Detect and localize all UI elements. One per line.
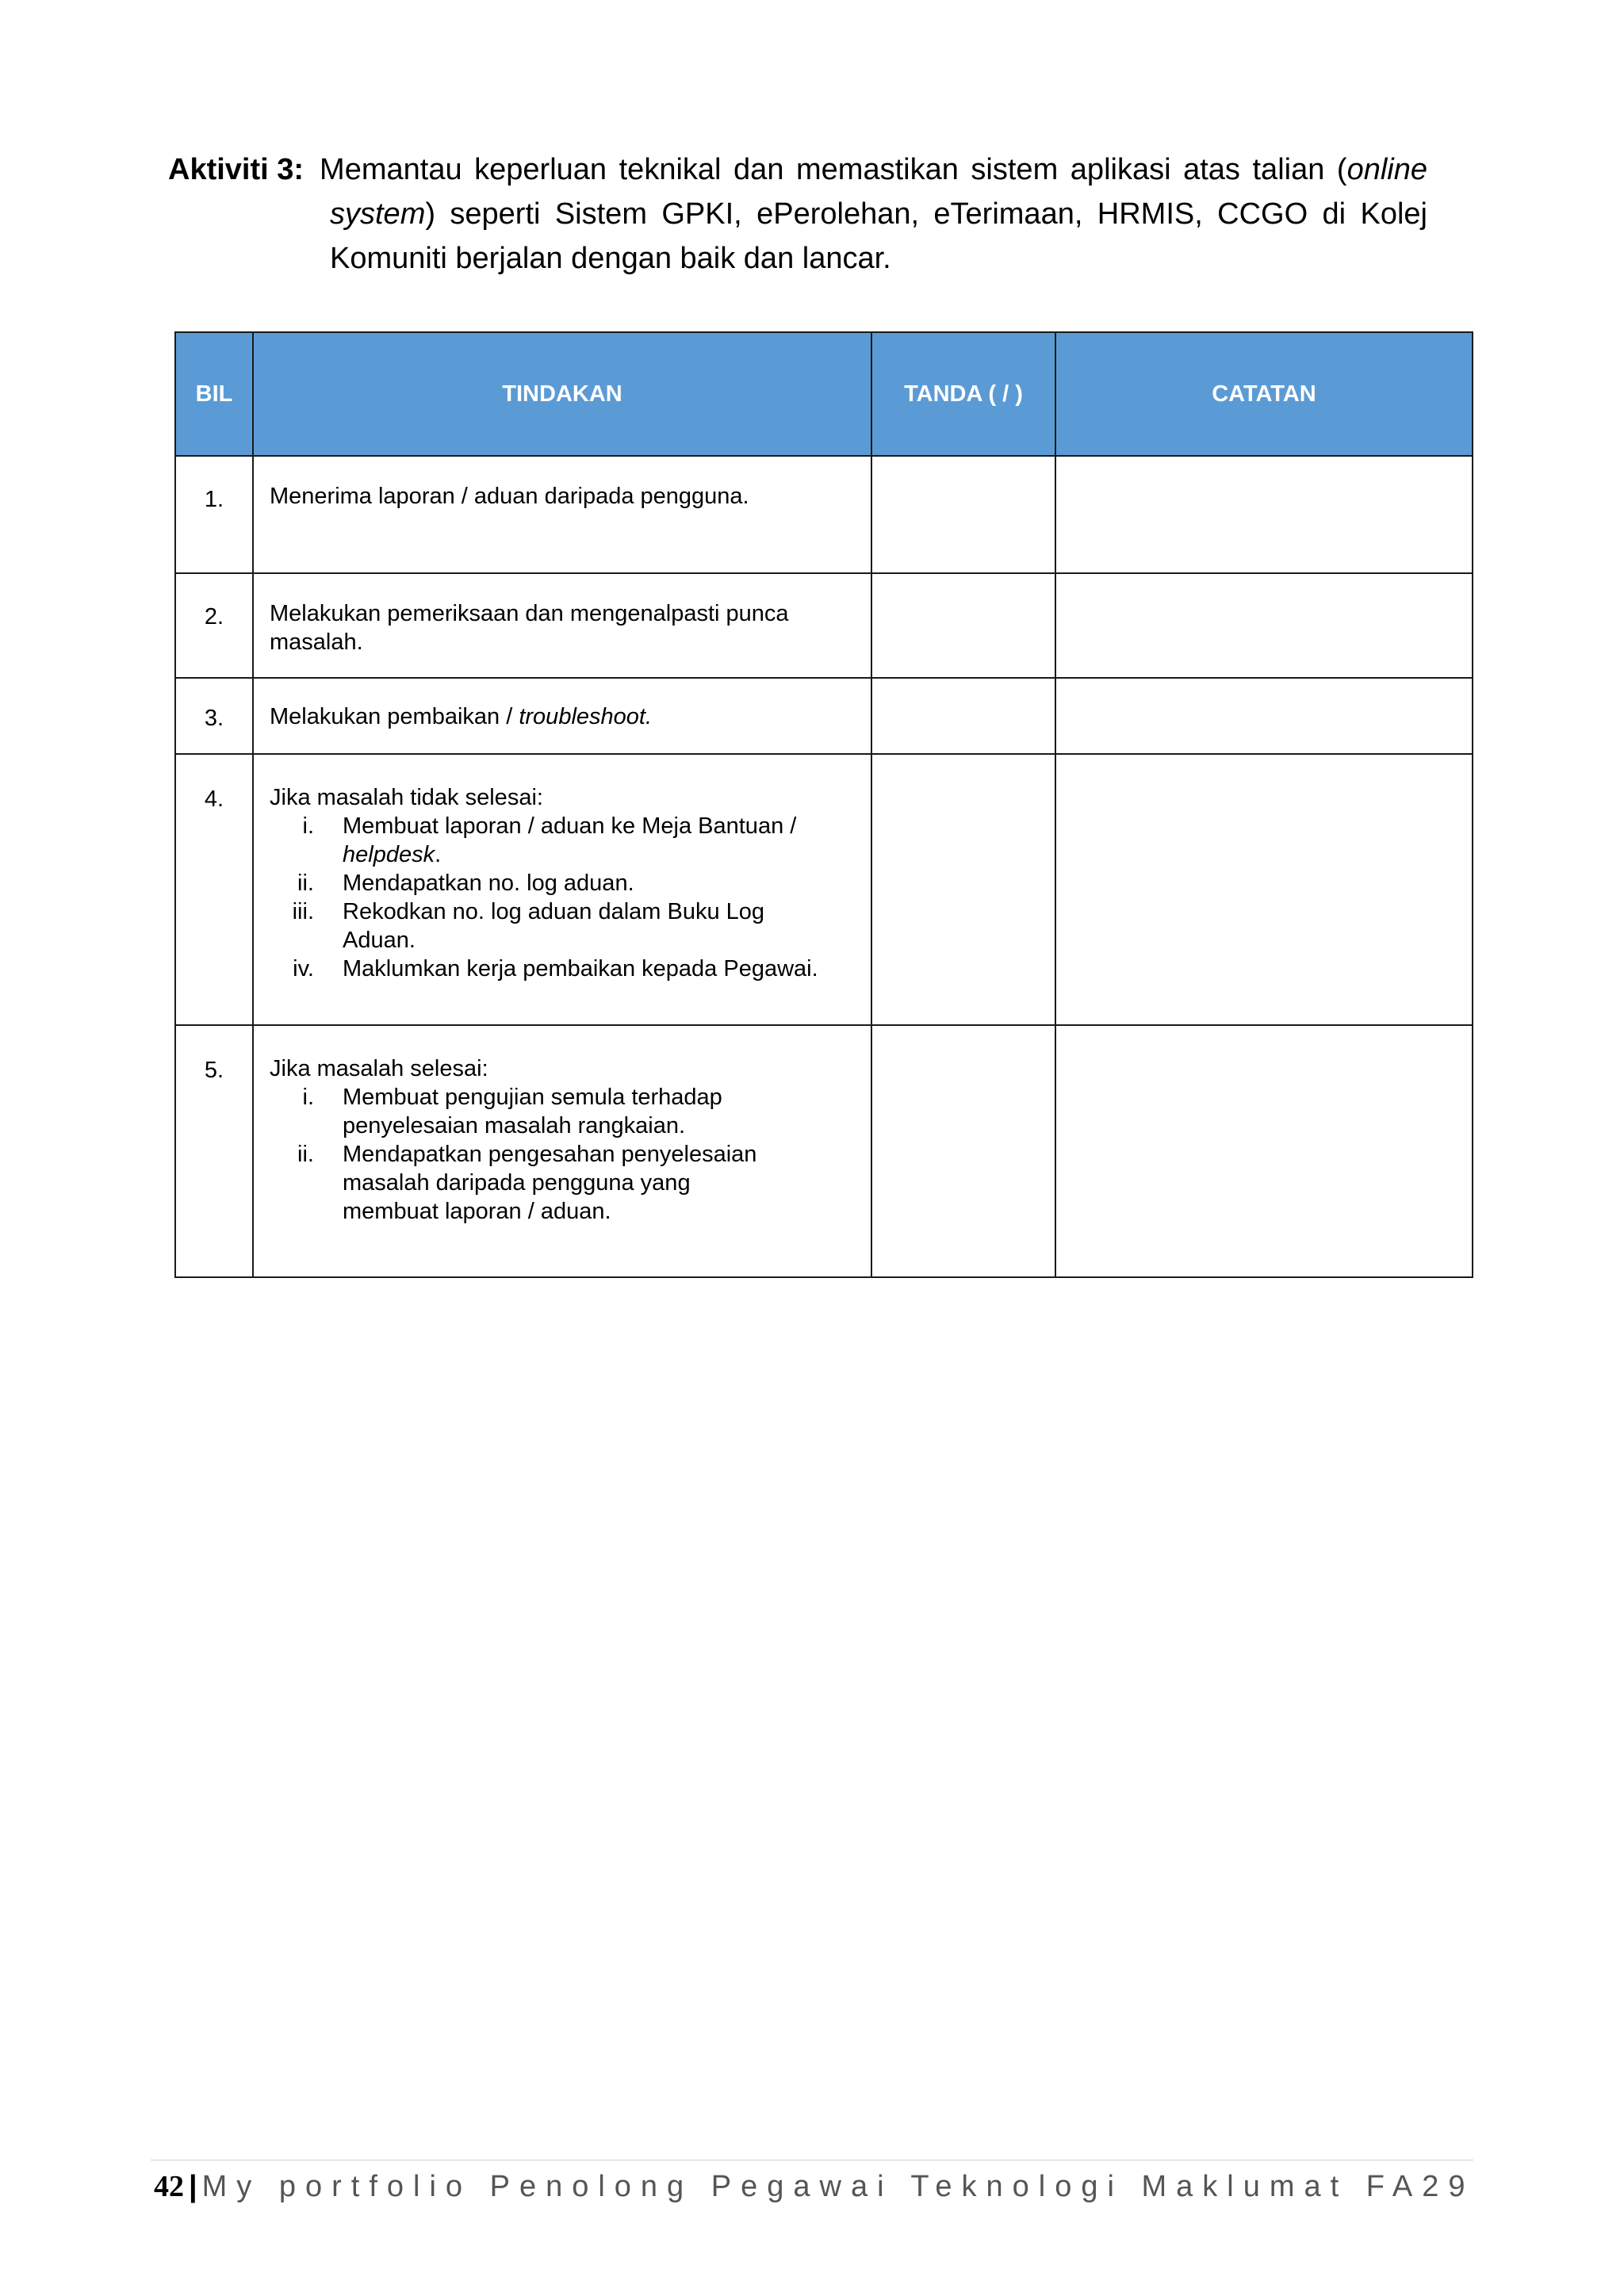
list-item: iii. Rekodkan no. log aduan dalam Buku Log Aduan.: [292, 899, 765, 953]
tanda-cell[interactable]: [871, 573, 1055, 678]
tanda-cell[interactable]: [871, 1025, 1055, 1277]
header-catatan: CATATAN: [1055, 332, 1473, 456]
activity-description-line2: system) seperti Sistem GPKI, ePerolehan, eTerimaan, HRMIS, CCGO di Kolej: [330, 197, 1427, 231]
activity-description-line1: Memantau keperluan teknikal dan memastikan sistem aplikasi atas talian (online: [320, 153, 1427, 186]
row-action: Melakukan pemeriksaan dan mengenalpasti punca masalah.: [253, 573, 871, 678]
page-footer: [154, 2169, 1475, 2204]
list-item: i. Membuat pengujian semula terhadap penyelesaian masalah rangkaian.: [302, 1085, 722, 1138]
list-item: i. Membuat laporan / aduan ke Meja Bantuan / helpdesk.: [302, 813, 797, 867]
activity-label: Aktiviti 3:: [168, 153, 304, 186]
catatan-cell[interactable]: [1055, 573, 1473, 678]
sub-list: [270, 1083, 855, 1226]
table-row: [175, 754, 1473, 1025]
footer-separator: |: [189, 2170, 197, 2203]
list-item: iv. Maklumkan kerja pembaikan kepada Pegawai.: [293, 956, 818, 982]
row-action: Melakukan pembaikan / troubleshoot.: [253, 678, 871, 754]
row-number: 1.: [175, 456, 253, 573]
activity-checklist-table: [174, 331, 1473, 1278]
activity-intro: [168, 147, 1427, 281]
table-row: [175, 1025, 1473, 1277]
catatan-cell[interactable]: [1055, 456, 1473, 573]
row-number: 4.: [175, 754, 253, 1025]
tanda-cell[interactable]: [871, 754, 1055, 1025]
catatan-cell[interactable]: [1055, 1025, 1473, 1277]
sub-list: [270, 812, 855, 983]
catatan-cell[interactable]: [1055, 678, 1473, 754]
row-number: 3.: [175, 678, 253, 754]
table-row: [175, 678, 1473, 754]
list-item: ii. Mendapatkan no. log aduan.: [297, 871, 634, 896]
table-header-row: [175, 332, 1473, 456]
header-tanda: TANDA ( / ): [871, 332, 1055, 456]
footer-title: My portfolio Penolong Pegawai Teknologi Maklumat FA29: [201, 2170, 1475, 2203]
page-number: 42: [154, 2170, 184, 2203]
catatan-cell[interactable]: [1055, 754, 1473, 1025]
header-tindakan: TINDAKAN: [253, 332, 871, 456]
row-number: 5.: [175, 1025, 253, 1277]
table-row: [175, 456, 1473, 573]
header-bil: BIL: [175, 332, 253, 456]
row-action: [253, 754, 871, 1025]
tanda-cell[interactable]: [871, 456, 1055, 573]
row-number: 2.: [175, 573, 253, 678]
row-action: [253, 1025, 871, 1277]
row-action-heading: Jika masalah selesai:: [270, 1056, 488, 1081]
row-action-heading: Jika masalah tidak selesai:: [270, 785, 543, 810]
list-item: ii. Mendapatkan pengesahan penyelesaian masalah daripada pengguna yang membuat laporan / aduan.: [297, 1142, 757, 1224]
table-row: [175, 573, 1473, 678]
row-action: Menerima laporan / aduan daripada pengguna.: [253, 456, 871, 573]
tanda-cell[interactable]: [871, 678, 1055, 754]
activity-description-line3: Komuniti berjalan dengan baik dan lancar.: [330, 242, 891, 275]
